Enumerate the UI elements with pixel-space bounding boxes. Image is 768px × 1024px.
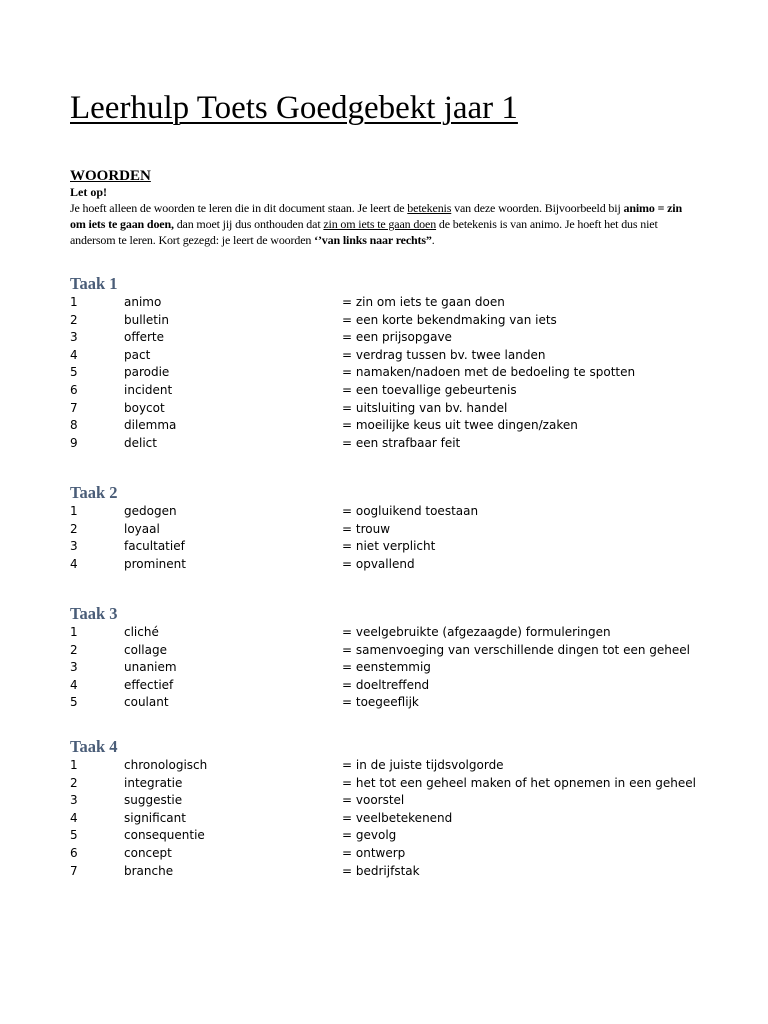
row-definition: = trouw [342, 521, 391, 536]
row-number: 7 [70, 863, 78, 878]
row-word: coulant [124, 695, 169, 710]
intro-text-part: de betekenis is van animo. Je hoeft het dus niet andersom te leren. Kort gezegd: je leert de woorden [70, 217, 658, 247]
word-row [70, 538, 710, 556]
word-row [70, 329, 710, 347]
word-row [70, 312, 710, 330]
row-definition: = bedrijfstak [342, 863, 420, 878]
row-number: 3 [70, 539, 78, 554]
word-row [70, 400, 710, 418]
row-definition: = een prijsopgave [342, 330, 452, 345]
row-definition: = in de juiste tijdsvolgorde [342, 758, 504, 772]
intro-block [70, 167, 700, 248]
row-definition: = namaken/nadoen met de bedoeling te spotten [342, 365, 636, 380]
word-row [70, 347, 710, 365]
row-word: facultatief [124, 539, 185, 554]
word-row [70, 863, 710, 881]
row-number: 4 [70, 556, 78, 571]
row-number: 1 [70, 758, 78, 772]
row-definition: = veelbetekenend [342, 810, 453, 825]
word-list [70, 757, 710, 880]
section-heading: Taak 3 [70, 604, 118, 623]
row-word: prominent [124, 556, 186, 571]
row-definition: = een korte bekendmaking van iets [342, 312, 557, 327]
row-word: gedogen [124, 504, 177, 518]
row-word: consequentie [124, 828, 205, 843]
section-taak-4 [70, 737, 710, 880]
row-number: 3 [70, 660, 78, 675]
row-number: 4 [70, 347, 78, 362]
row-definition: = een strafbaar feit [342, 435, 461, 450]
row-word: concept [124, 845, 172, 860]
row-word: animo [124, 295, 162, 309]
row-number: 1 [70, 295, 78, 309]
word-row [70, 659, 710, 677]
word-row [70, 503, 710, 521]
word-row [70, 845, 710, 863]
row-word: branche [124, 863, 174, 878]
intro-paragraph [70, 200, 700, 248]
word-row [70, 364, 710, 382]
word-row [70, 642, 710, 660]
word-row [70, 694, 710, 712]
row-definition: = samenvoeging van verschillende dingen tot een geheel [342, 642, 690, 657]
row-word: integratie [124, 775, 183, 790]
section-taak-3 [70, 604, 710, 712]
row-definition: = uitsluiting van bv. handel [342, 400, 508, 415]
document-title: Leerhulp Toets Goedgebekt jaar 1 [70, 90, 518, 126]
row-number: 2 [70, 642, 78, 657]
word-list [70, 503, 710, 573]
word-row [70, 382, 710, 400]
intro-text-part: Je hoeft alleen de woorden te leren die in dit document staan. Je leert de [70, 201, 408, 215]
word-list [70, 294, 710, 452]
row-number: 6 [70, 845, 78, 860]
section-taak-1 [70, 274, 710, 452]
row-word: bulletin [124, 312, 169, 327]
word-row [70, 521, 710, 539]
row-number: 9 [70, 435, 78, 450]
section-heading: Taak 1 [70, 274, 118, 293]
row-number: 4 [70, 677, 78, 692]
intro-bold-phrase: ‘’van links naar rechts” [314, 233, 432, 247]
word-row [70, 775, 710, 793]
row-number: 2 [70, 521, 78, 536]
intro-note-label: Let op! [70, 185, 107, 199]
row-definition: = moeilijke keus uit twee dingen/zaken [342, 418, 578, 433]
row-definition: = toegeeflijk [342, 695, 419, 710]
row-word: offerte [124, 330, 165, 345]
row-word: parodie [124, 365, 170, 380]
word-row [70, 810, 710, 828]
row-definition: = veelgebruikte (afgezaagde) formuleringen [342, 625, 611, 639]
row-word: cliché [124, 625, 159, 639]
row-word: effectief [124, 677, 174, 692]
row-word: dilemma [124, 418, 177, 433]
row-definition: = doeltreffend [342, 677, 430, 692]
row-number: 5 [70, 828, 78, 843]
row-definition: = het tot een geheel maken of het opnemen in een geheel [342, 775, 696, 790]
row-definition: = voorstel [342, 793, 405, 808]
intro-text-part: dan moet jij dus onthouden dat [173, 217, 324, 231]
row-word: incident [124, 382, 173, 397]
row-definition: = opvallend [342, 556, 415, 571]
row-word: significant [124, 810, 186, 825]
intro-underlined-term: betekenis [407, 201, 452, 215]
section-heading: Taak 4 [70, 737, 118, 756]
word-row [70, 677, 710, 695]
intro-text-part: van deze woorden. Bijvoorbeeld bij [451, 201, 624, 215]
word-list [70, 624, 710, 712]
row-number: 5 [70, 695, 78, 710]
word-row [70, 792, 710, 810]
section-taak-2 [70, 483, 710, 573]
intro-underlined-term: zin om iets te gaan doen [323, 217, 437, 231]
intro-heading: WOORDEN [70, 168, 151, 184]
row-number: 4 [70, 810, 78, 825]
row-word: pact [124, 347, 151, 362]
row-number: 6 [70, 382, 78, 397]
row-word: unaniem [124, 660, 177, 675]
word-row [70, 294, 710, 312]
word-row [70, 417, 710, 435]
row-number: 2 [70, 312, 78, 327]
row-definition: = verdrag tussen bv. twee landen [342, 347, 546, 362]
row-definition: = zin om iets te gaan doen [342, 295, 505, 309]
word-row [70, 757, 710, 775]
row-number: 2 [70, 775, 78, 790]
word-row [70, 827, 710, 845]
intro-bold-example: animo = zin om iets te gaan doen, [70, 201, 683, 231]
row-number: 3 [70, 793, 78, 808]
word-row [70, 556, 710, 574]
row-number: 5 [70, 365, 78, 380]
row-definition: = ontwerp [342, 845, 406, 860]
row-word: collage [124, 642, 167, 657]
row-definition: = oogluikend toestaan [342, 504, 479, 518]
row-number: 3 [70, 330, 78, 345]
word-row [70, 435, 710, 453]
row-word: suggestie [124, 793, 183, 808]
row-number: 7 [70, 400, 78, 415]
row-word: loyaal [124, 521, 160, 536]
row-definition: = een toevallige gebeurtenis [342, 382, 517, 397]
intro-text-part: . [431, 233, 435, 247]
row-word: boycot [124, 400, 165, 415]
row-number: 1 [70, 625, 78, 639]
row-definition: = gevolg [342, 828, 397, 843]
word-row [70, 624, 710, 642]
section-heading: Taak 2 [70, 483, 118, 502]
row-word: chronologisch [124, 758, 208, 772]
row-definition: = eenstemmig [342, 660, 431, 675]
row-number: 1 [70, 504, 78, 518]
row-number: 8 [70, 418, 78, 433]
row-word: delict [124, 435, 157, 450]
row-definition: = niet verplicht [342, 539, 436, 554]
